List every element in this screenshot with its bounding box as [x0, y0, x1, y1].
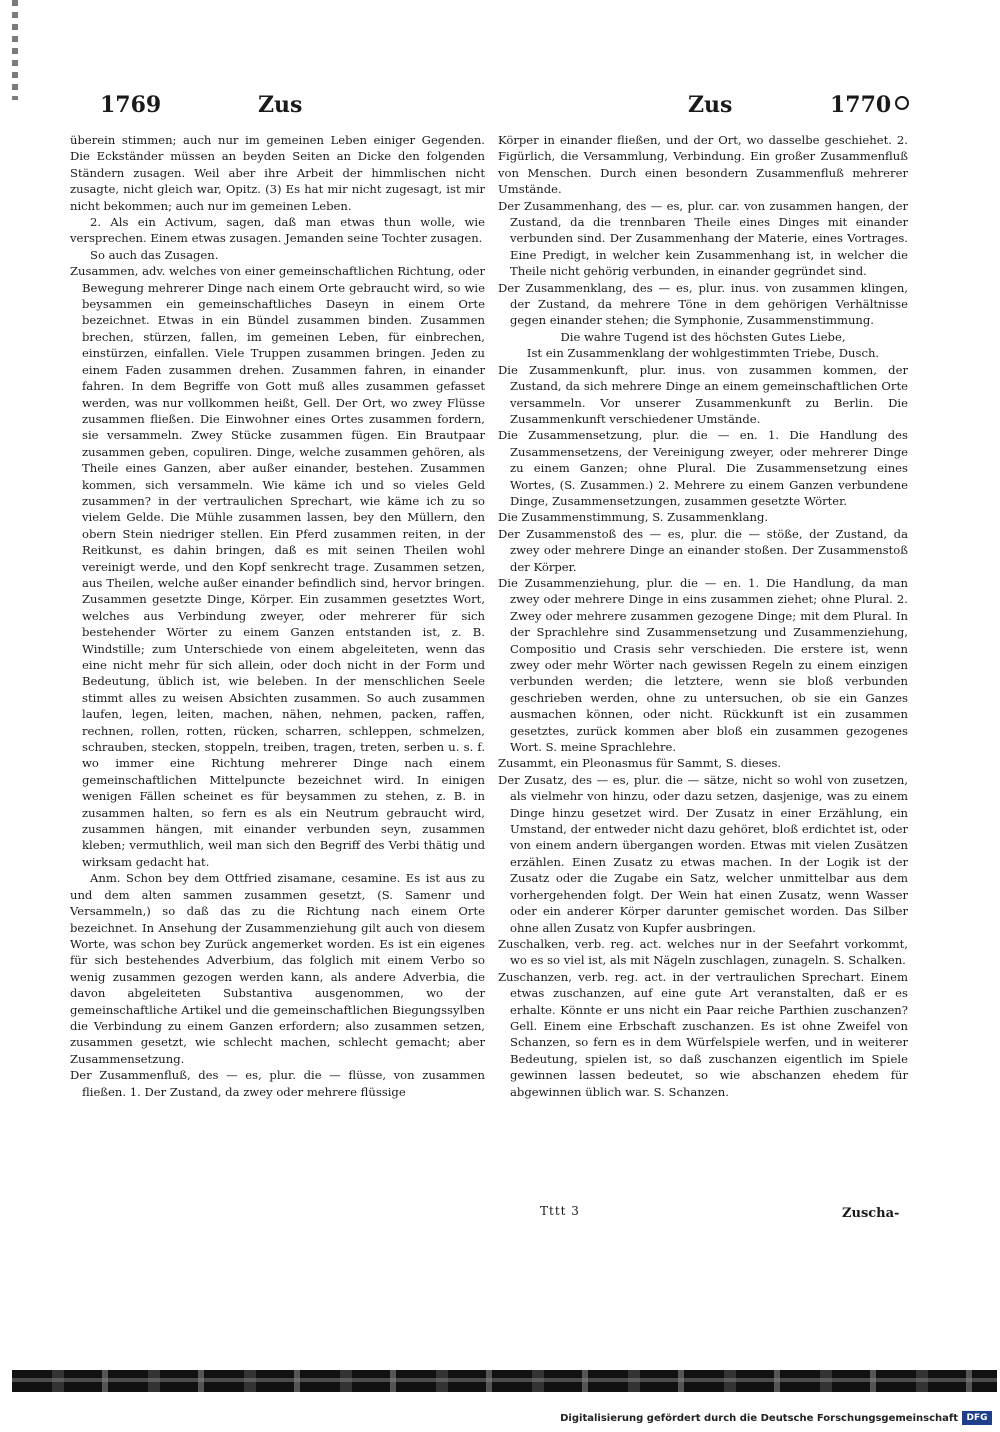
paragraph: Die Zusammenziehung, plur. die — en. 1. Die Handlung, da man zwey oder mehrere Dinge in eins zusammen ziehet; ohne Plural. 2. Zwey oder mehrere zusammen gezogene Dinge; mit dem Plural. In der Sprachlehre sind Zusammensetzung und Zusammenziehung, Compositio und Crasis sehr verschieden. Die erstere ist, wenn zwey oder mehr Wörter nach gewissen Regeln zu einem einzigen verbunden werden; die letztere, wenn sie bloß verbunden geschrieben werden, ohne zu untersuchen, ob sie ein Ganzes ausmachen können, oder nicht. Rückkunft ist ein zusammen gesetztes, zurück kommen aber bloß ein zusammen gezogenes Wort. S. meine Sprachlehre.	[498, 575, 908, 755]
running-head-left: Zus	[258, 92, 303, 118]
paragraph: Körper in einander fließen, und der Ort, wo dasselbe geschiehet. 2. Figürlich, die Versammlung, Verbindung. Ein großer Zusammenfluß von Menschen. Durch einen besondern Zusammenfluß mehrerer Umstände.	[498, 133, 908, 197]
paragraph: Anm. Schon bey dem Ottfried zisamane, cesamine. Es ist aus zu und dem alten sammen zusammen gesetzt, (S. Samenr und Versammeln,) so daß das zu die Richtung nach einem Orte bezeichnet. In Ansehung der Zusammenziehung gilt auch von diesem Worte, was schon bey Zurück angemerket worden. Es ist ein eigenes für sich bestehendes Adverbium, das folglich mit einem Verbo so wenig zusammen gezogen werden kann, als andere Adverbia, die davon abgeleiteten Substantiva ausgenommen, wo der gemeinschaftliche Artikel und die gemeinschaftlichen Biegungssylben die Verbindung zu einem Ganzen erfordern; also zusammen setzen, zusammen gesetzt, wie schlecht machen, schlecht gemacht; aber Zusammensetzung.	[70, 871, 485, 1066]
paragraph: Der Zusammenstoß des — es, plur. die — stöße, der Zustand, da zwey oder mehrere Dinge an einander stoßen. Der Zusammenstoß der Körper.	[498, 526, 908, 574]
paragraph: Zusammen, adv. welches von einer gemeinschaftlichen Richtung, oder Bewegung mehrerer Dinge nach einem Orte gebraucht wird, so wie beysammen ein gemeinschaftliches Daseyn in einem Orte bezeichnet. Etwas in ein Bündel zusammen binden. Zusammen brechen, stürzen, fallen, im gemeinen Leben, für einbrechen, einstürzen, einfallen. Viele Truppen zusammen bringen. Jeden zu einem Faden zusammen drehen. Zusammen fahren, in einander fahren. In dem Begriffe von Gott muß alles zusammen gefasset werden, was nur vollkommen heißt, Gell. Der Ort, wo zwey Flüsse zusammen fließen. Die Einwohner eines Ortes zusammen fordern, sie versammeln. Zwey Stücke zusammen fügen. Ein Brautpaar zusammen geben, copuliren. Dinge, welche zusammen gehören, als Theile eines Ganzen, aber außer einander, bestehen. Zusammen kommen, sich versammeln. Wie käme ich und so vieles Geld zusammen? in der vertraulichen Sprechart, wie käme ich zu so vielem Gelde. Die Mühle zusammen lassen, bey den Müllern, den obern Stein niedriger stellen. Ein Pferd zusammen reiten, in der Reitkunst, es dahin bringen, daß es mit seinen Theilen wohl vereinigt werde, und den Kopf senkrecht trage. Zusammen setzen, aus Theilen, welche außer einander befindlich sind, hervor bringen. Zusammen gesetzte Dinge, Körper. Ein zusammen gesetztes Wort, welches aus Verbindung zweyer, oder mehrerer für sich bestehender Wörter zu einem Ganzen entstanden ist, z. B. Windstille; zum Unterschiede von einem abgeleiteten, wenn das eine nicht mehr für sich allein, oder doch nicht in der Form und Bedeutung, üblich ist, wie beleben. In der menschlichen Seele stimmt alles zu weisen Absichten zusammen. So auch zusammen laufen, legen, leiten, machen, nähen, nehmen, packen, raffen, rechnen, rollen, rotten, rücken, scharren, schleppen, schmelzen, schrauben, stecken, stoppeln, treiben, tragen, treten, serben u. s. f. wo immer eine Richtung mehrerer Dinge nach einem gemeinschaftlichen Mittelpuncte bezeichnet wird. In einigen wenigen Fällen scheinet es für beysammen zu stehen, z. B. in zusammen halten, so fern es als ein Neutrum gebraucht wird, zusammen hängen, mit einander verbunden seyn, zusammen kleben; vermuthlich, weil man sich den Begriff des Verbi thätig und wirksam gedacht hat.	[70, 264, 485, 869]
paragraph: 2. Als ein Activum, sagen, daß man etwas thun wolle, wie versprechen. Einem etwas zusagen. Jemanden seine Tochter zusagen.	[70, 215, 485, 246]
left-column	[70, 132, 485, 1100]
running-head-right: Zus	[688, 92, 733, 118]
scan-bottom-bar	[12, 1370, 997, 1392]
paragraph: Der Zusatz, des — es, plur. die — sätze, nicht so wohl von zusetzen, als vielmehr von hinzu, oder dazu setzen, dasjenige, was zu einem Dinge hinzu gesetzet wird. Der Zusatz in einer Erzählung, ein Umstand, der entweder nicht dazu gehöret, bloß erdichtet ist, oder von einem andern übergangen worden. Etwas mit vielen Zusätzen erzählen. Einen Zusatz zu etwas machen. In der Logik ist der Zusatz oder die Zugabe ein Satz, welcher unmittelbar aus dem vorhergehenden folgt. Der Wein hat einen Zusatz, wenn Wasser oder ein anderer Körper darunter gemischet worden. Das Silber ohne allen Zusatz von Kupfer ausbringen.	[498, 772, 908, 935]
paragraph: Der Zusammenklang, des — es, plur. inus. von zusammen klingen, der Zustand, da mehrere Töne in dem gehörigen Verhältnisse gegen einander stehen; die Symphonie, Zusammenstimmung.	[498, 280, 908, 328]
paragraph: So auch das Zusagen.	[90, 247, 219, 262]
scan-edge-mark	[12, 0, 18, 100]
funding-note: Digitalisierung gefördert durch die Deutsche Forschungsgemeinschaft	[560, 1413, 958, 1424]
paragraph: Die Zusammenstimmung, S. Zusammenklang.	[498, 510, 769, 525]
paragraph: Der Zusammenfluß, des — es, plur. die — flüsse, von zusammen fließen. 1. Der Zustand, da zwey oder mehrere flüssige	[70, 1068, 485, 1099]
paragraph: Die Zusammenkunft, plur. inus. von zusammen kommen, der Zustand, da sich mehrere Dinge an einem gemeinschaftlichen Orte versammeln. Vor unserer Zusammenkunft zu Berlin. Die Zusammenkunft verschiedener Umstände.	[498, 362, 908, 426]
paragraph: Zuschalken, verb. reg. act. welches nur in der Seefahrt vorkommt, wo es so viel ist, als mit Nägeln zuschlagen, zunageln. S. Schalken.	[498, 936, 908, 968]
catchword: Zuscha-	[842, 1206, 900, 1221]
signature-mark: Tttt 3	[540, 1204, 580, 1218]
paragraph: Der Zusammenhang, des — es, plur. car. von zusammen hangen, der Zustand, da die trennbaren Theile eines Dinges mit einander verbunden sind. Der Zusammenhang der Materie, eines Vortrages. Eine Predigt, in welcher kein Zusammenhang ist, in welcher die Theile nicht gehörig verbunden, in einander gegründet sind.	[498, 198, 908, 279]
paragraph: Die wahre Tugend ist des höchsten Gutes Liebe,	[560, 329, 846, 344]
paragraph: Zusammt, ein Pleonasmus für Sammt, S. dieses.	[498, 756, 782, 771]
paragraph: Ist ein Zusammenklang der wohlgestimmten Triebe, Dusch.	[526, 346, 880, 361]
page-number-left: 1769	[100, 92, 162, 118]
right-column	[498, 132, 908, 1100]
paragraph: überein stimmen; auch nur im gemeinen Leben einiger Gegenden. Die Eckständer müssen an beyden Seiten an Dicke den folgenden Ständern zusagen. Weil aber ihre Arbeit der himmlischen nicht zusagte, nicht gleich war, Opitz. (3) Es hat mir nicht zugesagt, ist mir nicht bekommen; auch nur im gemeinen Leben.	[70, 133, 485, 213]
paragraph: Die Zusammensetzung, plur. die — en. 1. Die Handlung des Zusammensetzens, der Vereinigung zweyer, oder mehrerer Dinge zu einem Ganzen; ohne Plural. Die Zusammensetzung eines Wortes, (S. Zusammen.) 2. Mehrere zu einem Ganzen verbundene Dinge, Zusammensetzungen, zusammen gesetzte Wörter.	[498, 428, 908, 508]
dfg-logo: DFG	[962, 1411, 992, 1425]
paragraph: Zuschanzen, verb. reg. act. in der vertraulichen Sprechart. Einem etwas zuschanzen, auf eine gute Art veranstalten, daß er es erhalte. Könnte er uns nicht ein Paar reiche Parthien zuschanzen? Gell. Einem eine Erbschaft zuschanzen. Es ist ohne Zweifel von Schanzen, so fern es in dem Würfelspiele werfen, und in weiterer Bedeutung, spielen ist, so daß zuschanzen eigentlich im Spiele gewinnen lassen bedeutet, so wie abschanzen ehedem für abgewinnen üblich war. S. Schanzen.	[498, 969, 908, 1099]
page-number-right: 1770	[830, 92, 892, 118]
